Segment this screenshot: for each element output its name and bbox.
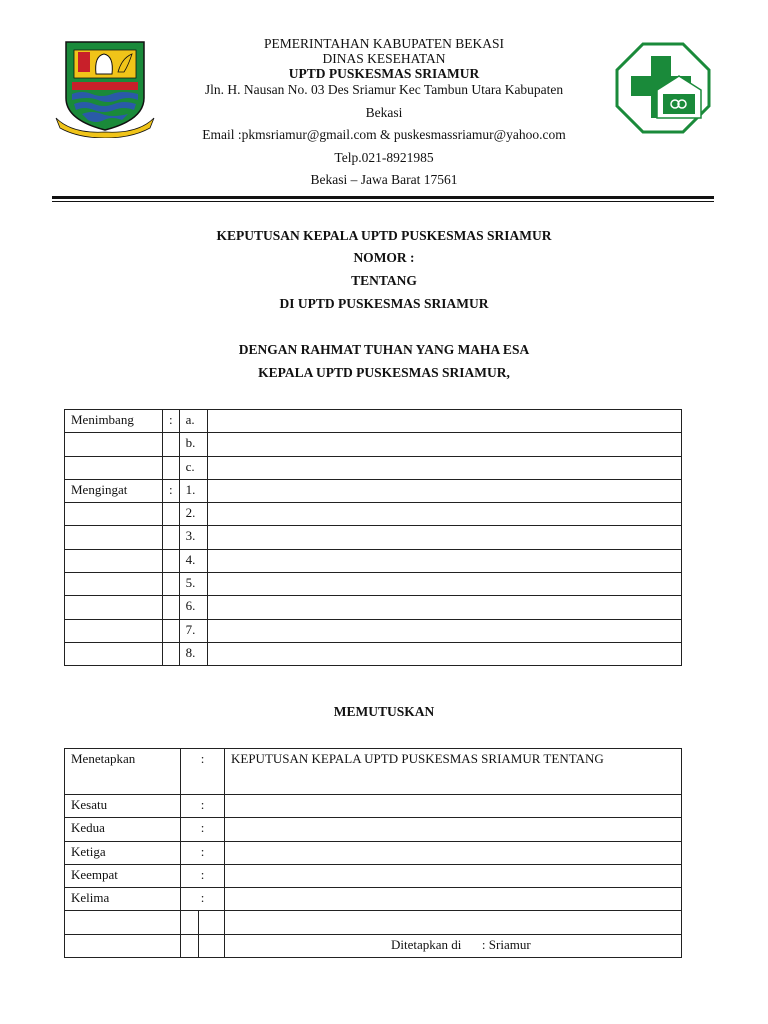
consideration-colon bbox=[163, 619, 180, 642]
consideration-label bbox=[65, 526, 163, 549]
header-email: Email :pkmsriamur@gmail.com & puskesmassriamur@yahoo.com bbox=[202, 127, 566, 142]
consideration-marker: a. bbox=[179, 410, 207, 433]
consideration-marker: 6. bbox=[179, 596, 207, 619]
menetapkan-colon: : bbox=[181, 749, 225, 795]
header-phone: Telp.021-8921985 bbox=[334, 150, 434, 165]
decision-row bbox=[65, 864, 682, 887]
consideration-content bbox=[207, 642, 681, 665]
decision-row bbox=[65, 888, 682, 911]
decision-colon: : bbox=[181, 864, 225, 887]
decision-colon: : bbox=[181, 888, 225, 911]
consideration-row bbox=[65, 619, 682, 642]
consideration-content bbox=[207, 456, 681, 479]
decision-label: Kelima bbox=[65, 888, 181, 911]
consideration-label bbox=[65, 619, 163, 642]
decision-content bbox=[225, 864, 682, 887]
header-address-line2: Bekasi bbox=[365, 105, 403, 120]
decision-row bbox=[65, 841, 682, 864]
decision-row bbox=[65, 818, 682, 841]
consideration-row bbox=[65, 642, 682, 665]
consideration-content bbox=[207, 479, 681, 502]
decision-colon: : bbox=[181, 841, 225, 864]
consideration-colon bbox=[163, 503, 180, 526]
consideration-colon bbox=[163, 596, 180, 619]
consideration-label bbox=[65, 549, 163, 572]
header-address-line1: Jln. H. Nausan No. 03 Des Sriamur Kec Tambun Utara Kabupaten bbox=[204, 82, 564, 97]
consideration-colon bbox=[163, 526, 180, 549]
decision-label: Kesatu bbox=[65, 795, 181, 818]
decision-table bbox=[64, 748, 682, 958]
decision-label: Ketiga bbox=[65, 841, 181, 864]
decision-label: Kedua bbox=[65, 818, 181, 841]
consideration-marker: 5. bbox=[179, 573, 207, 596]
consideration-row bbox=[65, 596, 682, 619]
consideration-marker: c. bbox=[179, 456, 207, 479]
consideration-row bbox=[65, 456, 682, 479]
decision-label: Keempat bbox=[65, 864, 181, 887]
consideration-marker: 4. bbox=[179, 549, 207, 572]
decision-colon: : bbox=[181, 795, 225, 818]
header-gov-name: PEMERINTAHAN KABUPATEN BEKASI bbox=[264, 36, 504, 51]
blank-row bbox=[65, 911, 682, 934]
header-city: Bekasi – Jawa Barat 17561 bbox=[310, 172, 458, 187]
consideration-content bbox=[207, 596, 681, 619]
consideration-colon bbox=[163, 642, 180, 665]
title-about: TENTANG bbox=[351, 273, 417, 288]
consideration-content bbox=[207, 619, 681, 642]
consideration-row bbox=[65, 526, 682, 549]
consideration-label bbox=[65, 433, 163, 456]
title-location: DI UPTD PUSKESMAS SRIAMUR bbox=[279, 296, 489, 311]
consideration-label: Mengingat bbox=[65, 479, 163, 502]
menetapkan-label: Menetapkan bbox=[65, 749, 181, 795]
consideration-label: Menimbang bbox=[65, 410, 163, 433]
consideration-marker: 2. bbox=[179, 503, 207, 526]
consideration-label bbox=[65, 456, 163, 479]
consideration-colon bbox=[163, 549, 180, 572]
title-number: NOMOR : bbox=[353, 250, 415, 265]
consideration-marker: 3. bbox=[179, 526, 207, 549]
considerations-table bbox=[64, 409, 682, 666]
letterhead-rule-thick bbox=[52, 196, 714, 199]
decision-colon: : bbox=[181, 818, 225, 841]
menetapkan-row bbox=[65, 749, 682, 795]
consideration-row bbox=[65, 573, 682, 596]
consideration-label bbox=[65, 503, 163, 526]
decision-content bbox=[225, 841, 682, 864]
consideration-marker: b. bbox=[179, 433, 207, 456]
consideration-marker: 8. bbox=[179, 642, 207, 665]
consideration-marker: 1. bbox=[179, 479, 207, 502]
consideration-content bbox=[207, 503, 681, 526]
decision-content bbox=[225, 888, 682, 911]
decide-heading: MEMUTUSKAN bbox=[333, 704, 435, 719]
menetapkan-text: KEPUTUSAN KEPALA UPTD PUSKESMAS SRIAMUR TENTANG bbox=[225, 749, 682, 795]
consideration-colon bbox=[163, 573, 180, 596]
title-blessing: DENGAN RAHMAT TUHAN YANG MAHA ESA bbox=[238, 342, 530, 357]
consideration-content bbox=[207, 526, 681, 549]
consideration-row bbox=[65, 479, 682, 502]
consideration-colon bbox=[163, 456, 180, 479]
consideration-row bbox=[65, 410, 682, 433]
consideration-content bbox=[207, 433, 681, 456]
decision-row bbox=[65, 795, 682, 818]
header-facility: UPTD PUSKESMAS SRIAMUR bbox=[288, 66, 480, 81]
ditetapkan-label: Ditetapkan di bbox=[391, 936, 462, 952]
consideration-row bbox=[65, 433, 682, 456]
consideration-marker: 7. bbox=[179, 619, 207, 642]
consideration-colon: : bbox=[163, 479, 180, 502]
consideration-row bbox=[65, 503, 682, 526]
consideration-label bbox=[65, 596, 163, 619]
letterhead-rule-thin bbox=[52, 201, 714, 202]
title-head: KEPALA UPTD PUSKESMAS SRIAMUR, bbox=[258, 365, 510, 380]
decision-content bbox=[225, 818, 682, 841]
header-department: DINAS KESEHATAN bbox=[322, 51, 446, 66]
decision-content bbox=[225, 795, 682, 818]
ditetapkan-value: : Sriamur bbox=[481, 936, 531, 952]
consideration-colon bbox=[163, 433, 180, 456]
consideration-content bbox=[207, 549, 681, 572]
consideration-row bbox=[65, 549, 682, 572]
consideration-label bbox=[65, 573, 163, 596]
ditetapkan-row bbox=[65, 934, 682, 957]
consideration-label bbox=[65, 642, 163, 665]
consideration-content bbox=[207, 410, 681, 433]
title-decree: KEPUTUSAN KEPALA UPTD PUSKESMAS SRIAMUR bbox=[216, 228, 552, 243]
consideration-content bbox=[207, 573, 681, 596]
consideration-colon: : bbox=[163, 410, 180, 433]
